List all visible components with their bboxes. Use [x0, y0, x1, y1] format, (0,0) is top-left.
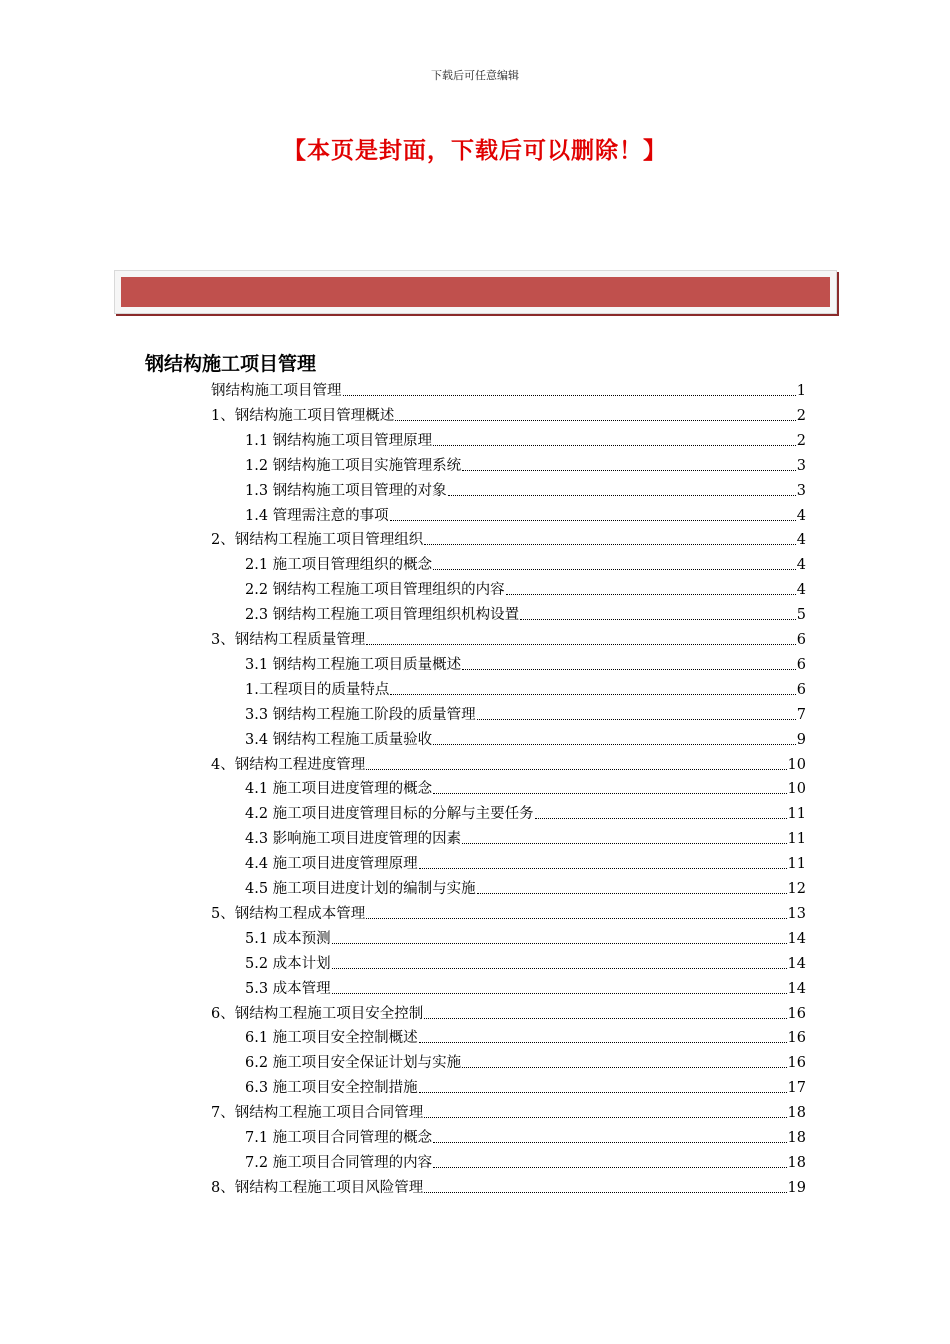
- toc-entry[interactable]: [245, 1152, 806, 1174]
- toc-page-number: 4: [796, 532, 806, 549]
- toc-dot-leader: [332, 967, 787, 969]
- cover-notice: 【本页是封面，下载后可以删除！】: [283, 138, 667, 164]
- toc-entry[interactable]: [245, 505, 806, 527]
- toc-entry[interactable]: [245, 953, 806, 975]
- toc-entry-title: 4、钢结构工程进度管理: [211, 756, 366, 773]
- toc-page-number: 18: [787, 1154, 806, 1171]
- toc-entry[interactable]: [211, 629, 806, 651]
- toc-entry[interactable]: [211, 1177, 806, 1199]
- toc-entry[interactable]: [245, 978, 806, 1000]
- toc-dot-leader: [343, 394, 796, 396]
- toc-page-number: 11: [787, 806, 806, 823]
- toc-entry-title: 2、钢结构工程施工项目管理组织: [211, 532, 424, 549]
- toc-dot-leader: [462, 469, 796, 471]
- toc-dot-leader: [424, 1017, 786, 1019]
- toc-page-number: 9: [796, 731, 806, 748]
- toc-page-number: 19: [787, 1179, 806, 1196]
- toc-page-number: 12: [787, 881, 806, 897]
- toc-dot-leader: [366, 917, 786, 919]
- toc-page-number: 11: [787, 856, 806, 873]
- toc-dot-leader: [424, 1116, 786, 1118]
- toc-entry[interactable]: [245, 604, 806, 626]
- toc-dot-leader: [366, 768, 786, 770]
- toc-entry[interactable]: [211, 405, 806, 427]
- toc-page-number: 4: [796, 557, 806, 574]
- toc-entry-title: 5、钢结构工程成本管理: [211, 905, 366, 922]
- toc-page-number: 2: [796, 432, 806, 449]
- toc-page-number: 4: [796, 582, 806, 599]
- toc-entry[interactable]: [245, 778, 806, 800]
- toc-page-number: 14: [787, 930, 806, 947]
- toc-entry-title: 6.2 施工项目安全保证计划与实施: [245, 1055, 462, 1072]
- toc-page-number: 3: [796, 457, 806, 474]
- toc-entry-title: 7.2 施工项目合同管理的内容: [245, 1154, 433, 1171]
- toc-entry[interactable]: [211, 903, 806, 925]
- toc-dot-leader: [419, 1041, 787, 1043]
- toc-entry-title: 2.3 钢结构工程施工项目管理组织机构设置: [245, 607, 520, 624]
- toc-dot-leader: [332, 942, 787, 944]
- toc-entry-title: 2.1 施工项目管理组织的概念: [245, 557, 433, 574]
- toc-dot-leader: [332, 992, 787, 994]
- toc-entry[interactable]: [245, 480, 806, 502]
- toc-dot-leader: [424, 1191, 786, 1193]
- toc-dot-leader: [433, 743, 796, 745]
- toc-entry[interactable]: [245, 1027, 806, 1049]
- toc-page-number: 18: [787, 1105, 806, 1122]
- toc-entry[interactable]: [245, 928, 806, 950]
- toc-page-number: 7: [796, 706, 806, 723]
- toc-dot-leader: [477, 718, 796, 720]
- toc-entry[interactable]: [211, 1003, 806, 1025]
- toc-page-number: 18: [787, 1130, 806, 1146]
- toc-entry-title: 2.2 钢结构工程施工项目管理组织的内容: [245, 582, 505, 599]
- toc-dot-leader: [390, 693, 795, 695]
- toc-dot-leader: [366, 643, 796, 645]
- toc-entry-title: 5.2 成本计划: [245, 955, 331, 972]
- toc-entry[interactable]: [245, 679, 806, 701]
- toc-entry[interactable]: [245, 430, 806, 452]
- toc-dot-leader: [520, 618, 796, 620]
- toc-dot-leader: [424, 543, 796, 545]
- toc-entry-title: 7、钢结构工程施工项目合同管理: [211, 1105, 424, 1122]
- toc-dot-leader: [462, 1066, 786, 1068]
- toc-page-number: 1: [796, 383, 806, 399]
- toc-entry[interactable]: [245, 455, 806, 477]
- toc-page-number: 14: [787, 955, 806, 972]
- toc-page-number: 10: [787, 781, 806, 798]
- toc-entry-title: 3、钢结构工程质量管理: [211, 632, 366, 648]
- toc-entry-title: 5.1 成本预测: [245, 930, 331, 947]
- toc-dot-leader: [448, 494, 796, 496]
- document-title: 钢结构施工项目管理: [145, 353, 317, 375]
- toc-entry-title: 3.4 钢结构工程施工质量验收: [245, 731, 433, 748]
- toc-page-number: 6: [796, 632, 806, 648]
- toc-entry[interactable]: [245, 729, 806, 751]
- toc-entry-title: 5.3 成本管理: [245, 980, 331, 997]
- toc-dot-leader: [419, 867, 787, 869]
- toc-entry[interactable]: [245, 1127, 806, 1149]
- toc-page-number: 16: [787, 1030, 806, 1047]
- toc-entry[interactable]: [245, 579, 806, 601]
- toc-page-number: 6: [796, 656, 806, 673]
- toc-dot-leader: [433, 792, 786, 794]
- toc-page-number: 6: [796, 681, 806, 698]
- toc-dot-leader: [535, 817, 787, 819]
- toc-entry-title: 1.3 钢结构施工项目管理的对象: [245, 482, 447, 499]
- toc-entry-title: 1.4 管理需注意的事项: [245, 507, 389, 524]
- toc-entry[interactable]: [245, 803, 806, 825]
- toc-entry-title: 钢结构施工项目管理: [211, 383, 342, 399]
- toc-entry-title: 1、钢结构施工项目管理概述: [211, 407, 395, 424]
- toc-dot-leader: [433, 444, 796, 446]
- toc-entry[interactable]: [211, 380, 806, 402]
- toc-entry[interactable]: [245, 704, 806, 726]
- toc-page-number: 2: [796, 407, 806, 424]
- toc-dot-leader: [433, 1166, 786, 1168]
- toc-entry-title: 1.工程项目的质量特点: [245, 681, 390, 698]
- toc-page-number: 14: [787, 980, 806, 997]
- toc-page-number: 5: [796, 607, 806, 624]
- toc-entry-title: 4.5 施工项目进度计划的编制与实施: [245, 881, 476, 897]
- toc-page-number: 16: [787, 1055, 806, 1072]
- toc-dot-leader: [433, 568, 796, 570]
- toc-dot-leader: [462, 668, 796, 670]
- title-banner-bar: [121, 277, 830, 307]
- toc-entry[interactable]: [211, 754, 806, 776]
- toc-entry[interactable]: [245, 1052, 806, 1074]
- toc-entry-title: 1.1 钢结构施工项目管理原理: [245, 432, 433, 449]
- toc-dot-leader: [462, 842, 786, 844]
- toc-page-number: 11: [787, 831, 806, 848]
- toc-entry[interactable]: [245, 654, 806, 676]
- toc-page-number: 16: [787, 1005, 806, 1022]
- toc-dot-leader: [506, 593, 796, 595]
- toc-entry-title: 4.2 施工项目进度管理目标的分解与主要任务: [245, 806, 534, 823]
- toc-dot-leader: [477, 892, 787, 894]
- toc-entry[interactable]: [245, 828, 806, 850]
- toc-entry-title: 6.3 施工项目安全控制措施: [245, 1080, 418, 1097]
- toc-entry-title: 4.3 影响施工项目进度管理的因素: [245, 831, 462, 848]
- toc-page-number: 4: [796, 507, 806, 524]
- toc-entry-title: 3.1 钢结构工程施工项目质量概述: [245, 656, 462, 673]
- page-header: 下载后可任意编辑: [431, 69, 519, 82]
- toc-entry-title: 6、钢结构工程施工项目安全控制: [211, 1005, 424, 1022]
- toc-dot-leader: [395, 419, 796, 421]
- toc-entry-title: 8、钢结构工程施工项目风险管理: [211, 1179, 424, 1196]
- toc-page-number: 13: [787, 905, 806, 922]
- toc-entry-title: 1.2 钢结构施工项目实施管理系统: [245, 457, 462, 474]
- toc-entry-title: 7.1 施工项目合同管理的概念: [245, 1130, 433, 1146]
- toc-entry-title: 4.4 施工项目进度管理原理: [245, 856, 418, 873]
- toc-entry-title: 6.1 施工项目安全控制概述: [245, 1030, 418, 1047]
- toc-entry[interactable]: [245, 1077, 806, 1099]
- title-banner: [114, 270, 837, 314]
- toc-entry[interactable]: [211, 1102, 806, 1124]
- toc-dot-leader: [419, 1091, 787, 1093]
- toc-entry-title: 3.3 钢结构工程施工阶段的质量管理: [245, 706, 476, 723]
- toc-entry[interactable]: [245, 853, 806, 875]
- toc-dot-leader: [433, 1141, 786, 1143]
- toc-entry[interactable]: [245, 554, 806, 576]
- toc-page-number: 10: [787, 756, 806, 773]
- toc-entry[interactable]: [245, 878, 806, 900]
- toc-entry[interactable]: [211, 529, 806, 551]
- toc-page-number: 17: [787, 1080, 806, 1097]
- toc-entry-title: 4.1 施工项目进度管理的概念: [245, 781, 433, 798]
- toc-dot-leader: [390, 519, 796, 521]
- toc-page-number: 3: [796, 482, 806, 499]
